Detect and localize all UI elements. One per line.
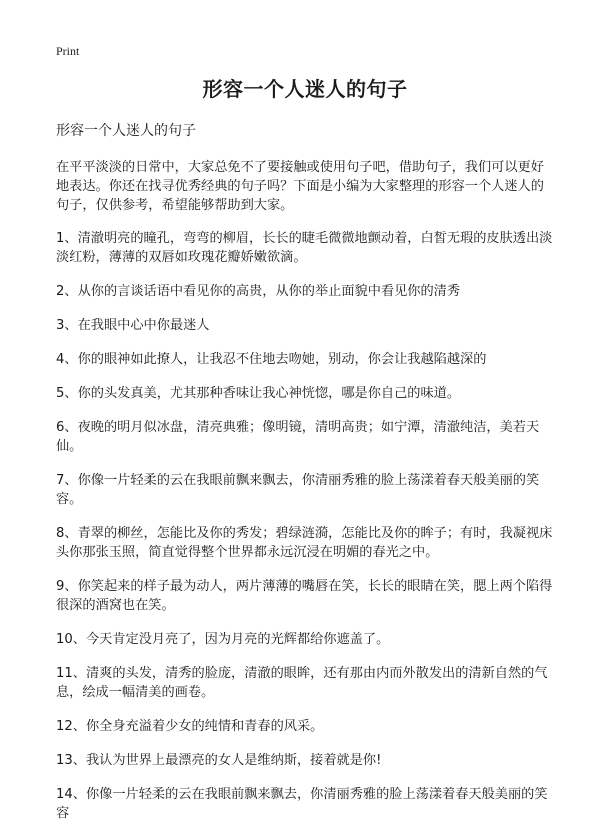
list-item: 2、从你的言谈话语中看见你的高贵，从你的举止面貌中看见你的清秀: [56, 284, 461, 299]
list-item: 10、今天肯定没月亮了，因为月亮的光辉都给你遮盖了。: [56, 632, 390, 647]
page-title: 形容一个人迷人的句子: [202, 77, 408, 101]
list-item: 9、你笑起来的样子最为动人，两片薄薄的嘴唇在笑，长长的眼睛在笑，腮上两个陷得很深的酒窝也在笑。: [56, 579, 553, 613]
list-item: 13、我认为世界上最漂亮的女人是维纳斯，接着就是你!: [56, 753, 382, 768]
list-item: 11、清爽的头发，清秀的脸庞，清澈的眼眸，还有那由内而外散发出的清新自然的气息，绘成一幅清美的画卷。: [56, 666, 548, 700]
list-item: 14、你像一片轻柔的云在我眼前飘来飘去，你清丽秀雅的脸上荡漾着春天般美丽的笑容: [56, 787, 548, 821]
list-item: 12、你全身充溢着少女的纯情和青春的风采。: [56, 719, 324, 734]
article-subtitle: 形容一个人迷人的句子: [56, 123, 196, 139]
list-item: 4、你的眼神如此撩人，让我忍不住地去吻她，别动，你会让我越陷越深的: [56, 352, 487, 367]
print-link[interactable]: Print: [56, 44, 80, 58]
list-item: 6、夜晚的明月似冰盘，清亮典雅；像明镜，清明高贵；如宁潭，清澈纯洁，美若天仙。: [56, 420, 540, 454]
list-item: 3、在我眼中心中你最迷人: [56, 318, 210, 333]
list-item: 1、清澈明亮的瞳孔，弯弯的柳眉，长长的睫毛微微地颤动着，白皙无瑕的皮肤透出淡淡红粉，薄薄的双唇如玫瑰花瓣娇嫩欲滴。: [56, 231, 553, 265]
intro-paragraph: 在平平淡淡的日常中，大家总免不了要接触或使用句子吧，借助句子，我们可以更好地表达。你还在找寻优秀经典的句子吗？下面是小编为大家整理的形容一个人迷人的句子，仅供参考，希望能够帮助到大家。: [56, 160, 544, 213]
list-item: 5、你的头发真美，尤其那种香味让我心神恍惚，哪是你自己的味道。: [56, 386, 461, 401]
list-item: 7、你像一片轻柔的云在我眼前飘来飘去，你清丽秀雅的脸上荡漾着春天般美丽的笑容。: [56, 473, 540, 507]
list-item: 8、青翠的柳丝，怎能比及你的秀发；碧绿涟漪，怎能比及你的眸子；有时，我凝视床头你那张玉照，简直觉得整个世界都永远沉浸在明媚的春光之中。: [56, 526, 553, 560]
